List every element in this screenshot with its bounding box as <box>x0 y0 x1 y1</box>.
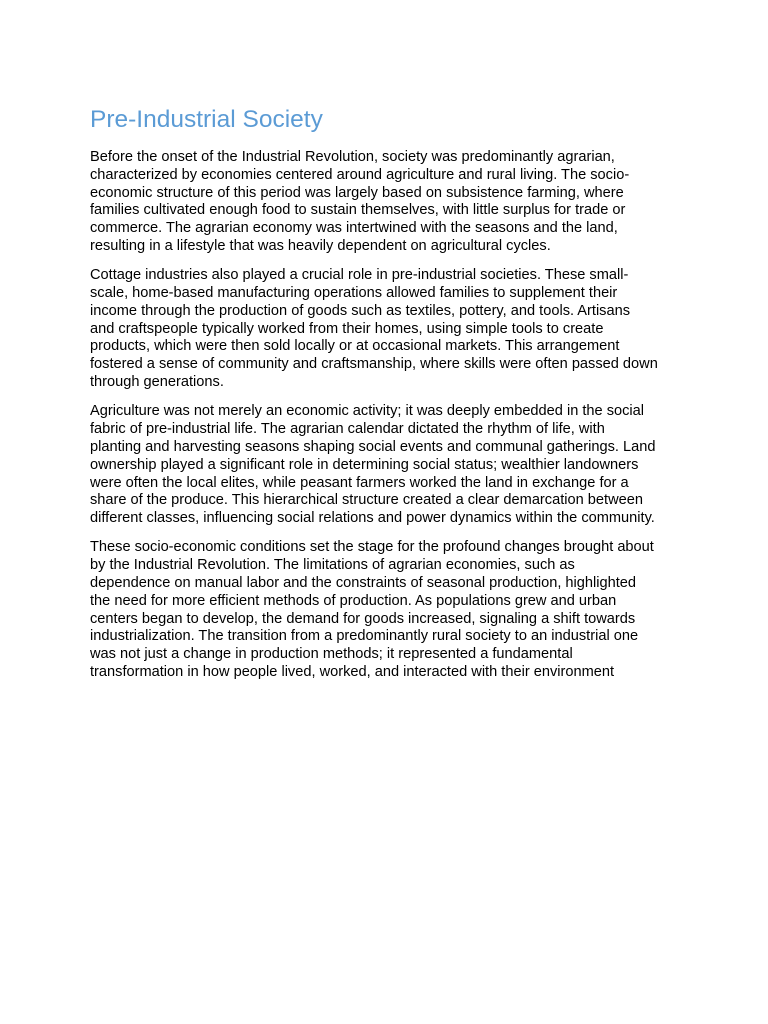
document-title: Pre-Industrial Society <box>90 106 323 133</box>
text-line: commerce. The agrarian economy was intertwined with the seasons and the land, <box>90 220 618 237</box>
document-body <box>90 104 680 693</box>
text-line: dependence on manual labor and the constraints of seasonal production, highlighted <box>90 575 637 592</box>
paragraph-2 <box>90 267 680 392</box>
text-line: These socio-economic conditions set the stage for the profound changes brought about <box>90 539 654 556</box>
text-line: planting and harvesting seasons shaping social events and communal gatherings. Land <box>90 438 656 455</box>
text-line: Cottage industries also played a crucial role in pre-industrial societies. These small- <box>90 267 629 284</box>
text-line: economic structure of this period was largely based on subsistence farming, where <box>90 184 624 201</box>
text-line: transformation in how people lived, worked, and interacted with their environment <box>90 664 615 681</box>
text-line: ownership played a significant role in determining social status; wealthier landowners <box>90 456 639 473</box>
text-line: scale, home-based manufacturing operations allowed families to supplement their <box>90 285 618 302</box>
paragraph-3 <box>90 403 680 528</box>
text-line: were often the local elites, while peasant farmers worked the land in exchange for a <box>90 474 629 491</box>
text-line: was not just a change in production methods; it represented a fundamental <box>90 646 573 663</box>
text-line: different classes, influencing social relations and power dynamics within the community. <box>90 510 655 527</box>
text-line: and craftspeople typically worked from their homes, using simple tools to create <box>90 320 604 337</box>
text-line: income through the production of goods such as textiles, pottery, and tools. Artisans <box>90 302 631 319</box>
text-line: products, which were then sold locally or at occasional markets. This arrangement <box>90 338 620 355</box>
text-line: industrialization. The transition from a predominantly rural society to an industrial one <box>90 628 639 645</box>
text-line: share of the produce. This hierarchical structure created a clear demarcation between <box>90 492 643 509</box>
paragraph-1 <box>90 149 680 256</box>
text-line: the need for more efficient methods of production. As populations grew and urban <box>90 592 617 609</box>
text-line: by the Industrial Revolution. The limitations of agrarian economies, such as <box>90 557 575 574</box>
text-line: characterized by economies centered around agriculture and rural living. The socio- <box>90 166 630 183</box>
text-line: through generations. <box>90 374 224 391</box>
text-line: fabric of pre-industrial life. The agrarian calendar dictated the rhythm of life, with <box>90 421 605 438</box>
text-line: families cultivated enough food to sustain themselves, with little surplus for trade or <box>90 202 626 219</box>
text-line: Before the onset of the Industrial Revolution, society was predominantly agrarian, <box>90 149 615 165</box>
paragraph-4 <box>90 539 680 681</box>
text-line: Agriculture was not merely an economic activity; it was deeply embedded in the social <box>90 403 645 420</box>
text-line: centers began to develop, the demand for goods increased, signaling a shift towards <box>90 610 636 627</box>
text-line: fostered a sense of community and craftsmanship, where skills were often passed down <box>90 356 658 373</box>
text-line: resulting in a lifestyle that was heavily dependent on agricultural cycles. <box>90 237 551 254</box>
